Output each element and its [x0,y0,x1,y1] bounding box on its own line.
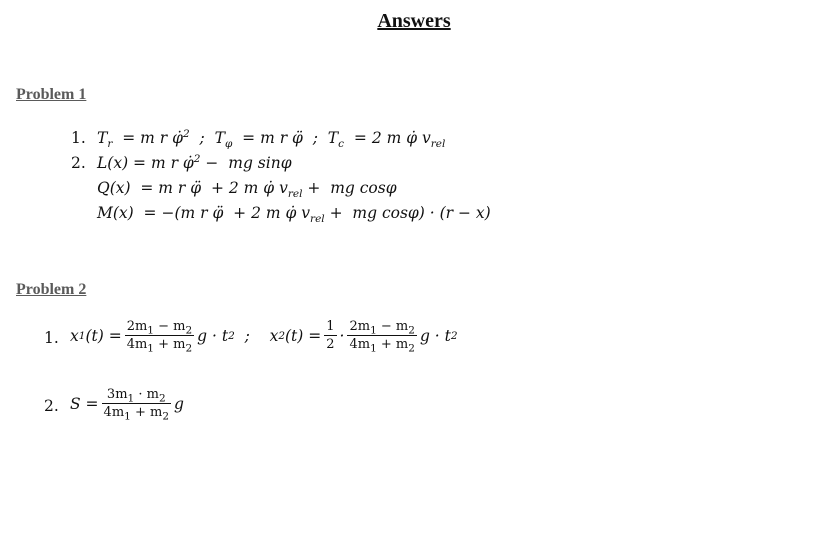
p2-eq1-half-fraction: $\frac{1}{2}$ [326,319,335,352]
p1-eq2-m: M(x) = −(m r φ̈ + 2 m φ̇ $v_{rel}$ + mg cosφ) · (r − x) [97,204,491,226]
p2-eq1-fraction-b: $\frac{2m_1 - m_2}{4m_1 + m_2}$ [349,319,415,355]
problem2-heading: Problem 2 [16,281,87,298]
p1-item2-number: 2. [71,154,86,172]
p2-eq1-fraction-a: $\frac{2m_1 - m_2}{4m_1 + m_2}$ [126,319,193,355]
p1-eq2-l: L(x) = m r φ̇$^2$ − mg sinφ [97,152,292,172]
p2-eq1-positions: x 1 (t) = $\frac{2m_1 - m_2}{4m_1 + m_2}$ g · t 2 ; x 2 (t) = $\frac{1}{2}$ · $\frac{2m_1 - m_2}{4m_1 + m_2}$ g · t 2 [70,319,458,355]
p2-eq2-fraction: $\frac{3m_1 \cdot m_2}{4m_1 + m_2}$ [103,387,170,423]
problem1-heading: Problem 1 [16,86,87,103]
page-title: Answers [377,10,451,32]
p1-eq2-q: Q(x) = m r φ̈ + 2 m φ̇ $v_{rel}$ + mg cosφ [97,179,397,201]
p1-eq1-forces: $T_r = m$ r φ̇$^2$ ; $T_\varphi = m$ r φ̈ ; $T_c = 2$ m φ̇ $v_{rel}$ [97,127,446,151]
p2-item2-number: 2. [44,397,59,415]
p1-item1-number: 1. [71,129,86,147]
p2-item1-number: 1. [44,329,59,347]
p2-eq2-distance: S = $\frac{3m_1 \cdot m_2}{4m_1 + m_2}$ g [70,387,184,423]
